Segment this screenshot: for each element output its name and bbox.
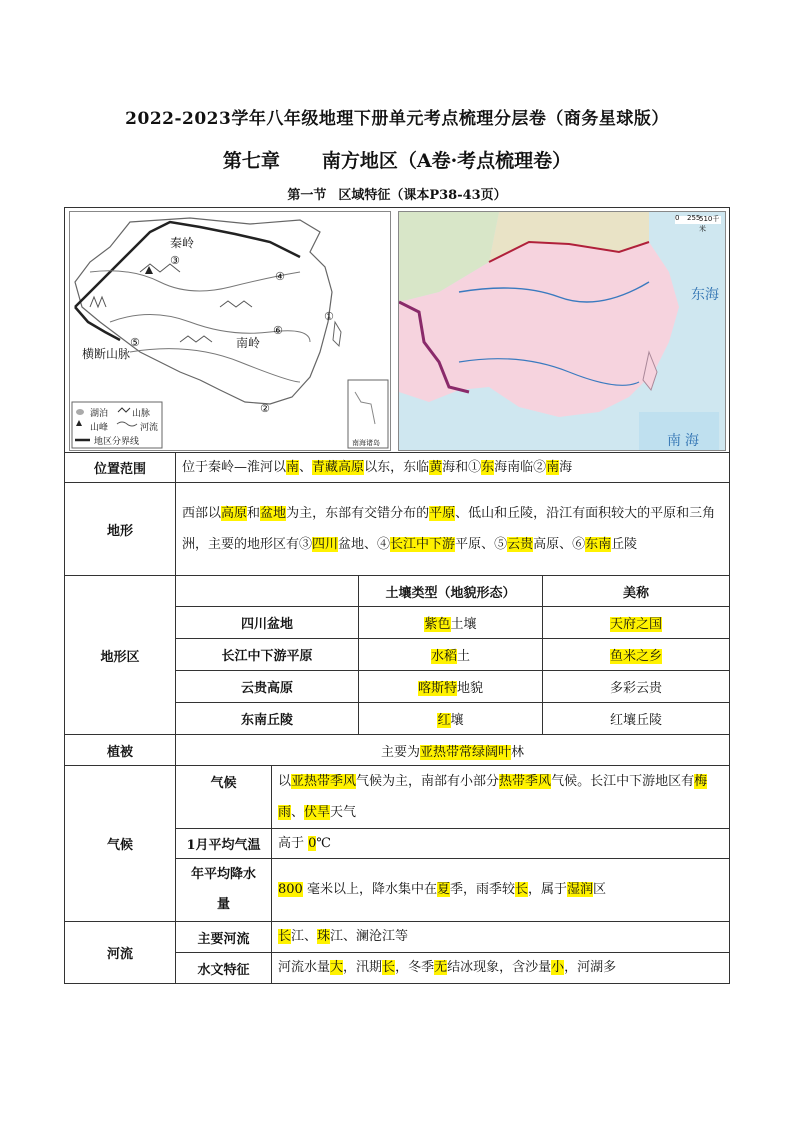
document-title: 2022-2023学年八年级地理下册单元考点梳理分层卷（商务星球版） xyxy=(125,109,669,129)
text: 、 xyxy=(299,459,313,475)
chapter-heading xyxy=(0,146,794,173)
highlight: 东 xyxy=(481,459,495,475)
highlight: 紫色 xyxy=(424,617,451,632)
region-soil xyxy=(359,671,543,703)
text: ，河湖多 xyxy=(564,960,617,975)
climate-content xyxy=(272,766,730,829)
label-num-1: ① xyxy=(324,310,334,323)
text: 林 xyxy=(511,744,525,760)
region-nickname xyxy=(543,639,730,671)
sea-label-hai: 海 xyxy=(705,287,719,303)
climate-sub-precip: 年平均降水量 xyxy=(176,859,272,922)
highlight: 长 xyxy=(382,960,396,975)
outline-map xyxy=(69,211,391,451)
regions-header-row xyxy=(65,576,730,607)
label-num-2: ② xyxy=(260,402,270,415)
text: 盆地、④ xyxy=(338,537,391,552)
main-rivers-row xyxy=(65,922,730,953)
highlight: 亚热带常绿阔叶 xyxy=(420,744,512,760)
region-nickname xyxy=(543,671,730,703)
scale-255: 255 xyxy=(687,214,701,222)
rivers-head: 河流 xyxy=(65,922,176,984)
text: ，属于 xyxy=(528,882,568,897)
vegetation-head: 植被 xyxy=(65,735,176,766)
highlight: 无 xyxy=(434,960,448,975)
region-name: 东南丘陵 xyxy=(176,703,359,735)
highlight: 南 xyxy=(546,459,560,475)
highlight: 南 xyxy=(286,459,300,475)
highlight: 亚热带季风 xyxy=(291,774,357,789)
regions-col-soil: 土壤类型（地貌形态） xyxy=(359,576,543,607)
sea-label-hai-2: 海 xyxy=(685,433,699,449)
text: 西部以 xyxy=(182,506,222,521)
label-num-5: ⑤ xyxy=(130,336,140,349)
text: 高于 xyxy=(278,835,309,851)
highlight: 鱼米之乡 xyxy=(610,649,663,664)
highlight: 大 xyxy=(330,960,344,975)
scale-0: 0 xyxy=(675,214,680,222)
hydrology-content xyxy=(272,953,730,984)
chapter-title: 南方地区（A卷·考点梳理卷） xyxy=(321,150,572,172)
terrain-row xyxy=(65,483,730,576)
main-rivers-content xyxy=(272,922,730,953)
text: 毫米以上，降水集中在 xyxy=(302,882,437,897)
region-name: 云贵高原 xyxy=(176,671,359,703)
text: 海南临② xyxy=(494,459,547,475)
map-row xyxy=(65,208,730,453)
text: 主要为 xyxy=(381,744,421,760)
text: 壤 xyxy=(450,713,464,728)
highlight: 夏 xyxy=(436,882,450,897)
highlight: 高原 xyxy=(221,506,248,521)
inset-label: 南海诸岛 xyxy=(352,439,380,447)
text: ，冬季 xyxy=(395,960,435,975)
legend-mountain: 山脉 xyxy=(132,409,151,419)
label-num-3: ③ xyxy=(170,254,180,267)
terrain-head: 地形 xyxy=(65,483,176,576)
scale-510: 510千米 xyxy=(699,215,720,233)
climate-row xyxy=(65,766,730,829)
text: 江、澜沧江等 xyxy=(330,929,409,944)
text: 江、 xyxy=(291,929,318,944)
climate-sub-jan-temp: 1月平均气温 xyxy=(176,829,272,859)
regions-blank xyxy=(176,576,359,607)
region-soil xyxy=(359,607,543,639)
vegetation-row xyxy=(65,735,730,766)
region-soil xyxy=(359,703,543,735)
terrain-content xyxy=(176,483,730,576)
label-nanling: 南岭 xyxy=(236,336,261,350)
region-soil xyxy=(359,639,543,671)
sea-label-nan: 南 xyxy=(667,433,681,449)
jan-temp-content xyxy=(272,829,730,859)
highlight: 湿润 xyxy=(567,882,594,897)
label-hengduan: 横断山脉 xyxy=(82,347,131,361)
regions-head: 地形区 xyxy=(65,576,176,735)
precip-content xyxy=(272,859,730,922)
highlight: 长江中下游 xyxy=(390,537,456,552)
text: 为主，东部有交错分布的 xyxy=(286,506,430,521)
highlight: 水稻 xyxy=(430,649,457,664)
region-name: 四川盆地 xyxy=(176,607,359,639)
highlight: 东南 xyxy=(585,537,612,552)
region-nickname xyxy=(543,703,730,735)
highlight: 长 xyxy=(515,882,529,897)
text: 结冰现象，含沙量 xyxy=(447,960,552,975)
section-number: 第一节 xyxy=(287,188,327,203)
text: 多彩云贵 xyxy=(610,681,663,696)
location-row xyxy=(65,453,730,483)
legend-lake: 湖泊 xyxy=(90,409,109,419)
climate-sub-climate: 气候 xyxy=(176,766,272,829)
highlight: 梅雨 xyxy=(278,774,708,820)
highlight: 800 xyxy=(278,882,303,897)
text: 地貌 xyxy=(457,681,484,696)
text: 红壤丘陵 xyxy=(610,713,663,728)
rivers-sub-main: 主要河流 xyxy=(176,922,272,953)
highlight: 天府之国 xyxy=(610,617,663,632)
text: 丘陵 xyxy=(611,537,638,552)
text: 天气 xyxy=(330,805,357,820)
text: 以东，东临 xyxy=(364,459,430,475)
text: 海和① xyxy=(442,459,482,475)
chapter-number: 第七章 xyxy=(222,150,280,172)
text: 气候为主，南部有小部分 xyxy=(356,774,500,789)
text: 土 xyxy=(457,649,471,664)
color-map xyxy=(398,211,726,451)
text: 气候。长江中下游地区有 xyxy=(551,774,695,789)
text: 区 xyxy=(593,882,607,897)
highlight: 云贵 xyxy=(507,537,534,552)
highlight: 四川 xyxy=(312,537,339,552)
region-nickname xyxy=(543,607,730,639)
text: ℃ xyxy=(316,835,331,851)
section-heading xyxy=(0,184,794,203)
text: 土壤 xyxy=(450,617,477,632)
text: 和 xyxy=(247,506,261,521)
text: 位于秦岭—淮河以 xyxy=(182,459,287,475)
highlight: 平原 xyxy=(429,506,456,521)
text: 、低山和丘陵，沿江有面积较大的平原和三角洲，主要的地形区有③ xyxy=(182,506,716,552)
text: 季，雨季较 xyxy=(449,882,515,897)
text: 平原、⑤ xyxy=(455,537,508,552)
highlight: 红 xyxy=(437,713,451,728)
location-content xyxy=(176,453,730,483)
text: ，汛期 xyxy=(343,960,383,975)
outline-map-drawing xyxy=(70,212,390,450)
section-title: 区域特征（课本P38-43页） xyxy=(338,188,507,203)
text: 以 xyxy=(278,774,292,789)
text: 高原、⑥ xyxy=(533,537,586,552)
highlight: 长 xyxy=(278,929,292,944)
label-num-4: ④ xyxy=(275,270,285,283)
highlight: 0 xyxy=(308,835,317,851)
highlight: 青藏高原 xyxy=(312,459,365,475)
highlight: 盆地 xyxy=(260,506,287,521)
label-num-6: ⑥ xyxy=(273,324,283,337)
color-map-drawing xyxy=(399,212,725,450)
highlight: 珠 xyxy=(317,929,331,944)
rivers-sub-hydrology: 水文特征 xyxy=(176,953,272,984)
legend-peak: 山峰 xyxy=(90,423,109,433)
highlight: 小 xyxy=(551,960,565,975)
highlight: 喀斯特 xyxy=(417,681,457,696)
text: 、 xyxy=(291,805,305,820)
sea-label-dong: 东 xyxy=(691,287,705,303)
label-qinling: 秦岭 xyxy=(170,236,195,250)
vegetation-content xyxy=(176,735,730,766)
text: 河流水量 xyxy=(278,960,331,975)
climate-head: 气候 xyxy=(65,766,176,922)
text: 海 xyxy=(559,459,573,475)
highlight: 黄 xyxy=(429,459,443,475)
legend-river: 河流 xyxy=(140,423,159,433)
highlight: 伏旱 xyxy=(304,805,331,820)
highlight: 热带季风 xyxy=(499,774,552,789)
summary-table xyxy=(64,207,730,984)
legend-boundary: 地区分界线 xyxy=(94,437,140,447)
regions-col-nickname: 美称 xyxy=(543,576,730,607)
location-head: 位置范围 xyxy=(65,453,176,483)
region-name: 长江中下游平原 xyxy=(176,639,359,671)
